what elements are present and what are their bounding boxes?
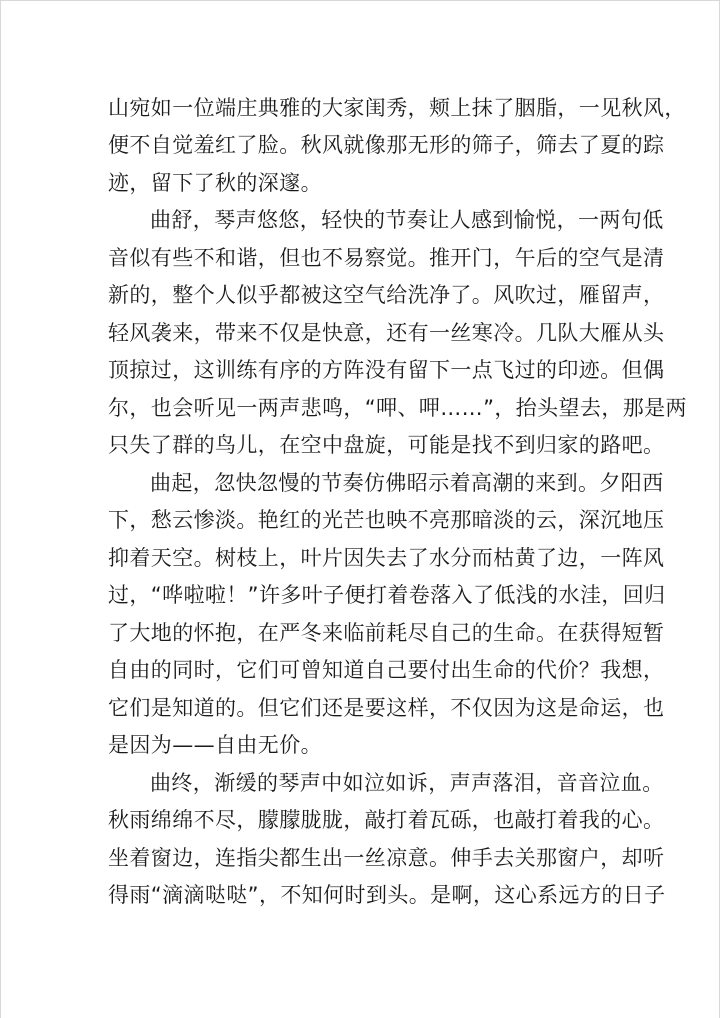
text-line: 得雨“滴滴哒哒”，不知何时到头。是啊，这心系远方的日子 — [108, 883, 666, 907]
paragraph-start-line: 曲终，渐缓的琴声中如泣如诉，声声落泪，音音泣血。 — [150, 771, 664, 795]
text-line: 只失了群的鸟儿，在空中盘旋，可能是找不到归家的路吧。 — [108, 433, 665, 457]
paragraph-start-line: 曲起，忽快忽慢的节奏仿佛昭示着高潮的来到。夕阳西 — [150, 471, 664, 495]
paragraph-start-line: 曲舒，琴声悠悠，轻快的节奏让人感到愉悦，一两句低 — [150, 208, 664, 232]
text-line: 坐着窗边，连指尖都生出一丝凉意。伸手去关那窗户，却听 — [108, 846, 665, 870]
page-edge-left — [0, 0, 1, 1018]
text-line: 山宛如一位端庄典雅的大家闺秀，颊上抹了胭脂，一见秋风， — [108, 96, 686, 120]
text-line: 音似有些不和谐，但也不易察觉。推开门，午后的空气是清 — [108, 246, 665, 270]
text-line: 了大地的怀抱，在严冬来临前耗尽自己的生命。在获得短暂 — [108, 621, 665, 645]
text-line: 是因为——自由无价。 — [108, 733, 322, 757]
text-line: 顶掠过，这训练有序的方阵没有留下一点飞过的印迹。但偶 — [108, 358, 665, 382]
text-line: 轻风袭来，带来不仅是快意，还有一丝寒冷。几队大雁从头 — [108, 321, 665, 345]
text-line: 它们是知道的。但它们还是要这样，不仅因为这是命运，也 — [108, 696, 665, 720]
text-line: 新的，整个人似乎都被这空气给洗净了。风吹过，雁留声， — [108, 283, 665, 307]
text-line: 过，“哗啦啦！”许多叶子便打着卷落入了低浅的水洼，回归 — [108, 583, 666, 607]
text-line: 自由的同时，它们可曾知道自己要付出生命的代价？我想， — [108, 658, 665, 682]
text-line: 便不自觉羞红了脸。秋风就像那无形的筛子，筛去了夏的踪 — [108, 133, 665, 157]
text-line: 下，愁云惨淡。艳红的光芒也映不亮那暗淡的云，深沉地压 — [108, 508, 665, 532]
text-line: 秋雨绵绵不尽，朦朦胧胧，敲打着瓦砾，也敲打着我的心。 — [108, 808, 665, 832]
text-line: 尔，也会听见一两声悲鸣，“呷、呷……”，抬头望去，那是两 — [108, 396, 687, 420]
page-edge-top — [0, 0, 720, 1]
text-line: 抑着天空。树枝上，叶片因失去了水分而枯黄了边，一阵风 — [108, 546, 665, 570]
text-line: 迹，留下了秋的深邃。 — [108, 171, 322, 195]
